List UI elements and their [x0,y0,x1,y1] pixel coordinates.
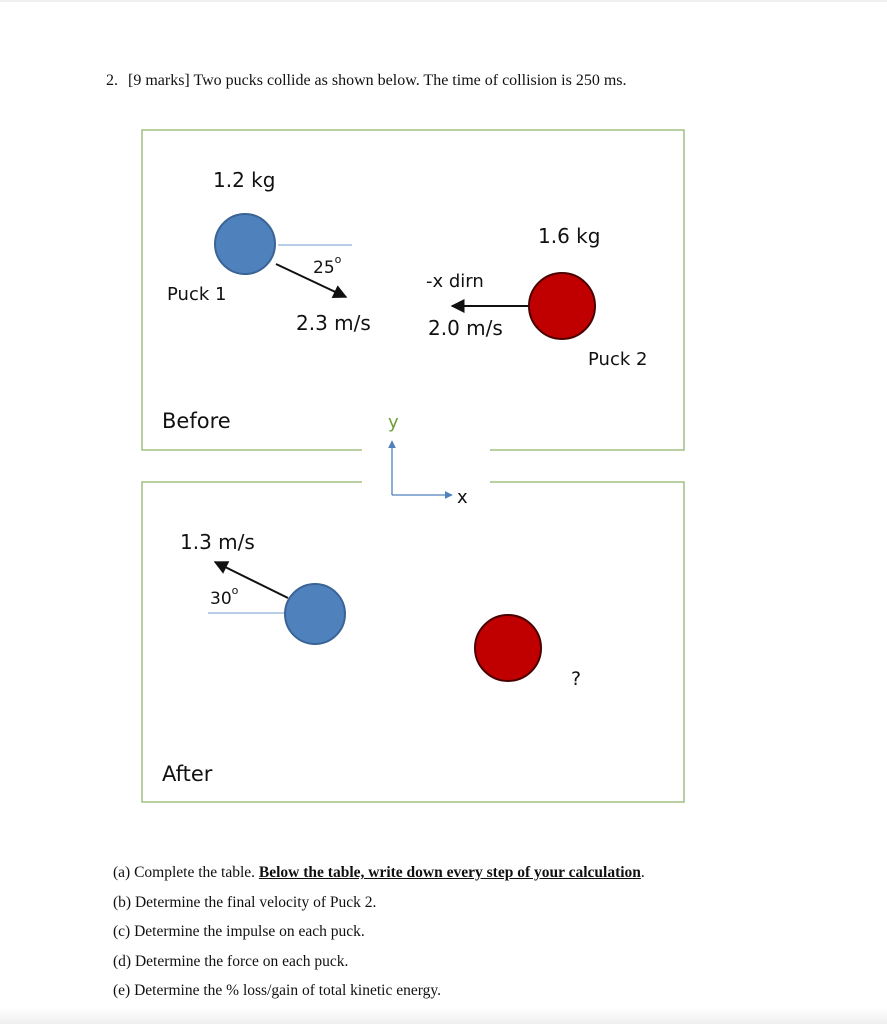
puck1-after-speed: 1.3 m/s [180,530,255,554]
y-axis-label: y [388,412,399,433]
puck2-direction-label: -x dirn [426,271,484,292]
puck1-after-angle: 30$^o$ [210,584,239,609]
puck2-before [529,273,595,339]
puck1-after [285,584,345,644]
part-a: (a) Complete the table. Below the table, write down every step of your calculation. [113,864,645,881]
puck1-mass-label: 1.2 kg [213,168,276,192]
puck2-mass-label: 1.6 kg [538,224,601,248]
page-bottom-edge [0,1008,887,1024]
part-c: (c) Determine the impulse on each puck. [113,923,365,941]
puck1-before-speed: 2.3 m/s [296,311,371,335]
question-parts [113,858,645,1006]
question-number: 2. [106,72,118,89]
puck2-after-unknown: ? [571,668,582,690]
before-label: Before [162,409,231,433]
puck2-after [475,615,541,681]
part-b: (b) Determine the final velocity of Puck 2. [113,893,377,911]
part-e: (e) Determine the % loss/gain of total kinetic energy. [113,982,441,1000]
puck1-before-angle: 25$^o$ [313,253,342,278]
part-a-emphasis: Below the table, write down every step of your calculation [258,864,641,881]
x-axis-label: x [457,487,468,508]
after-label: After [162,762,213,786]
question-text: [9 marks] Two pucks collide as shown below. The time of collision is 250 ms. [128,72,627,89]
part-d: (d) Determine the force on each puck. [113,952,349,970]
puck1-name-label: Puck 1 [167,284,227,305]
puck1-velocity-arrow [276,264,346,297]
puck2-before-speed: 2.0 m/s [428,316,503,340]
puck1-before [215,214,275,274]
puck2-name-label: Puck 2 [588,349,648,370]
